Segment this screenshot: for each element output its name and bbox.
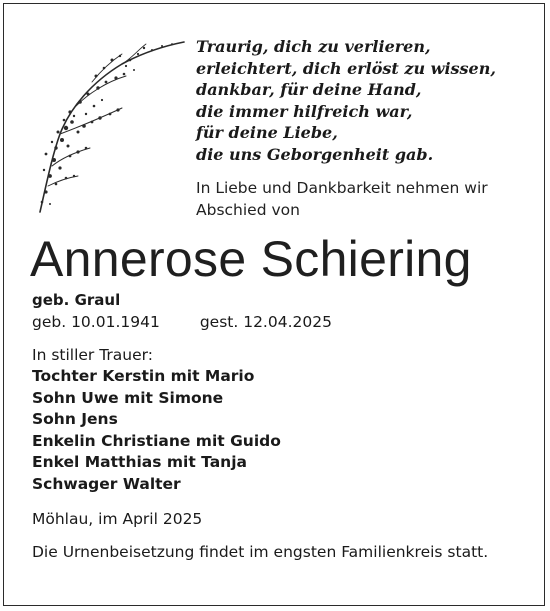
deceased-name: Annerose Schiering bbox=[30, 231, 472, 287]
birth-date: geb. 10.01.1941 bbox=[32, 313, 160, 331]
poem-line: für deine Liebe, bbox=[196, 123, 338, 142]
mourner-item: Sohn Uwe mit Simone bbox=[32, 388, 224, 407]
mourner-item: Tochter Kerstin mit Mario bbox=[32, 367, 255, 385]
mourner-item: Schwager Walter bbox=[32, 474, 181, 493]
mourners-list bbox=[32, 366, 281, 496]
poem-line: Traurig, dich zu verlieren, bbox=[196, 37, 431, 56]
farewell-intro: In Liebe und Dankbarkeit nehmen wir Abschied von bbox=[196, 179, 488, 219]
mourner-item: Enkel Matthias mit Tanja bbox=[32, 453, 247, 472]
flowering-branch-icon bbox=[26, 36, 186, 216]
death-date: gest. 12.04.2025 bbox=[199, 313, 332, 331]
poem-line: erleichtert, dich erlöst zu wissen, bbox=[196, 58, 496, 78]
poem-line: die uns Geborgenheit gab. bbox=[196, 144, 434, 164]
mourner-item: Sohn Jens bbox=[32, 410, 118, 429]
poem bbox=[196, 36, 496, 165]
mourners-label: In stiller Trauer: bbox=[32, 346, 153, 364]
life-dates bbox=[32, 312, 332, 333]
burial-notice: Die Urnenbeisetzung findet im engsten Familienkreis statt. bbox=[32, 543, 489, 561]
maiden-name: geb. Graul bbox=[32, 291, 121, 309]
mourner-item: Enkelin Christiane mit Guido bbox=[32, 431, 281, 450]
place-and-date: Möhlau, im April 2025 bbox=[32, 510, 203, 528]
poem-line: die immer hilfreich war, bbox=[196, 101, 413, 121]
poem-line: dankbar, für deine Hand, bbox=[196, 80, 422, 99]
